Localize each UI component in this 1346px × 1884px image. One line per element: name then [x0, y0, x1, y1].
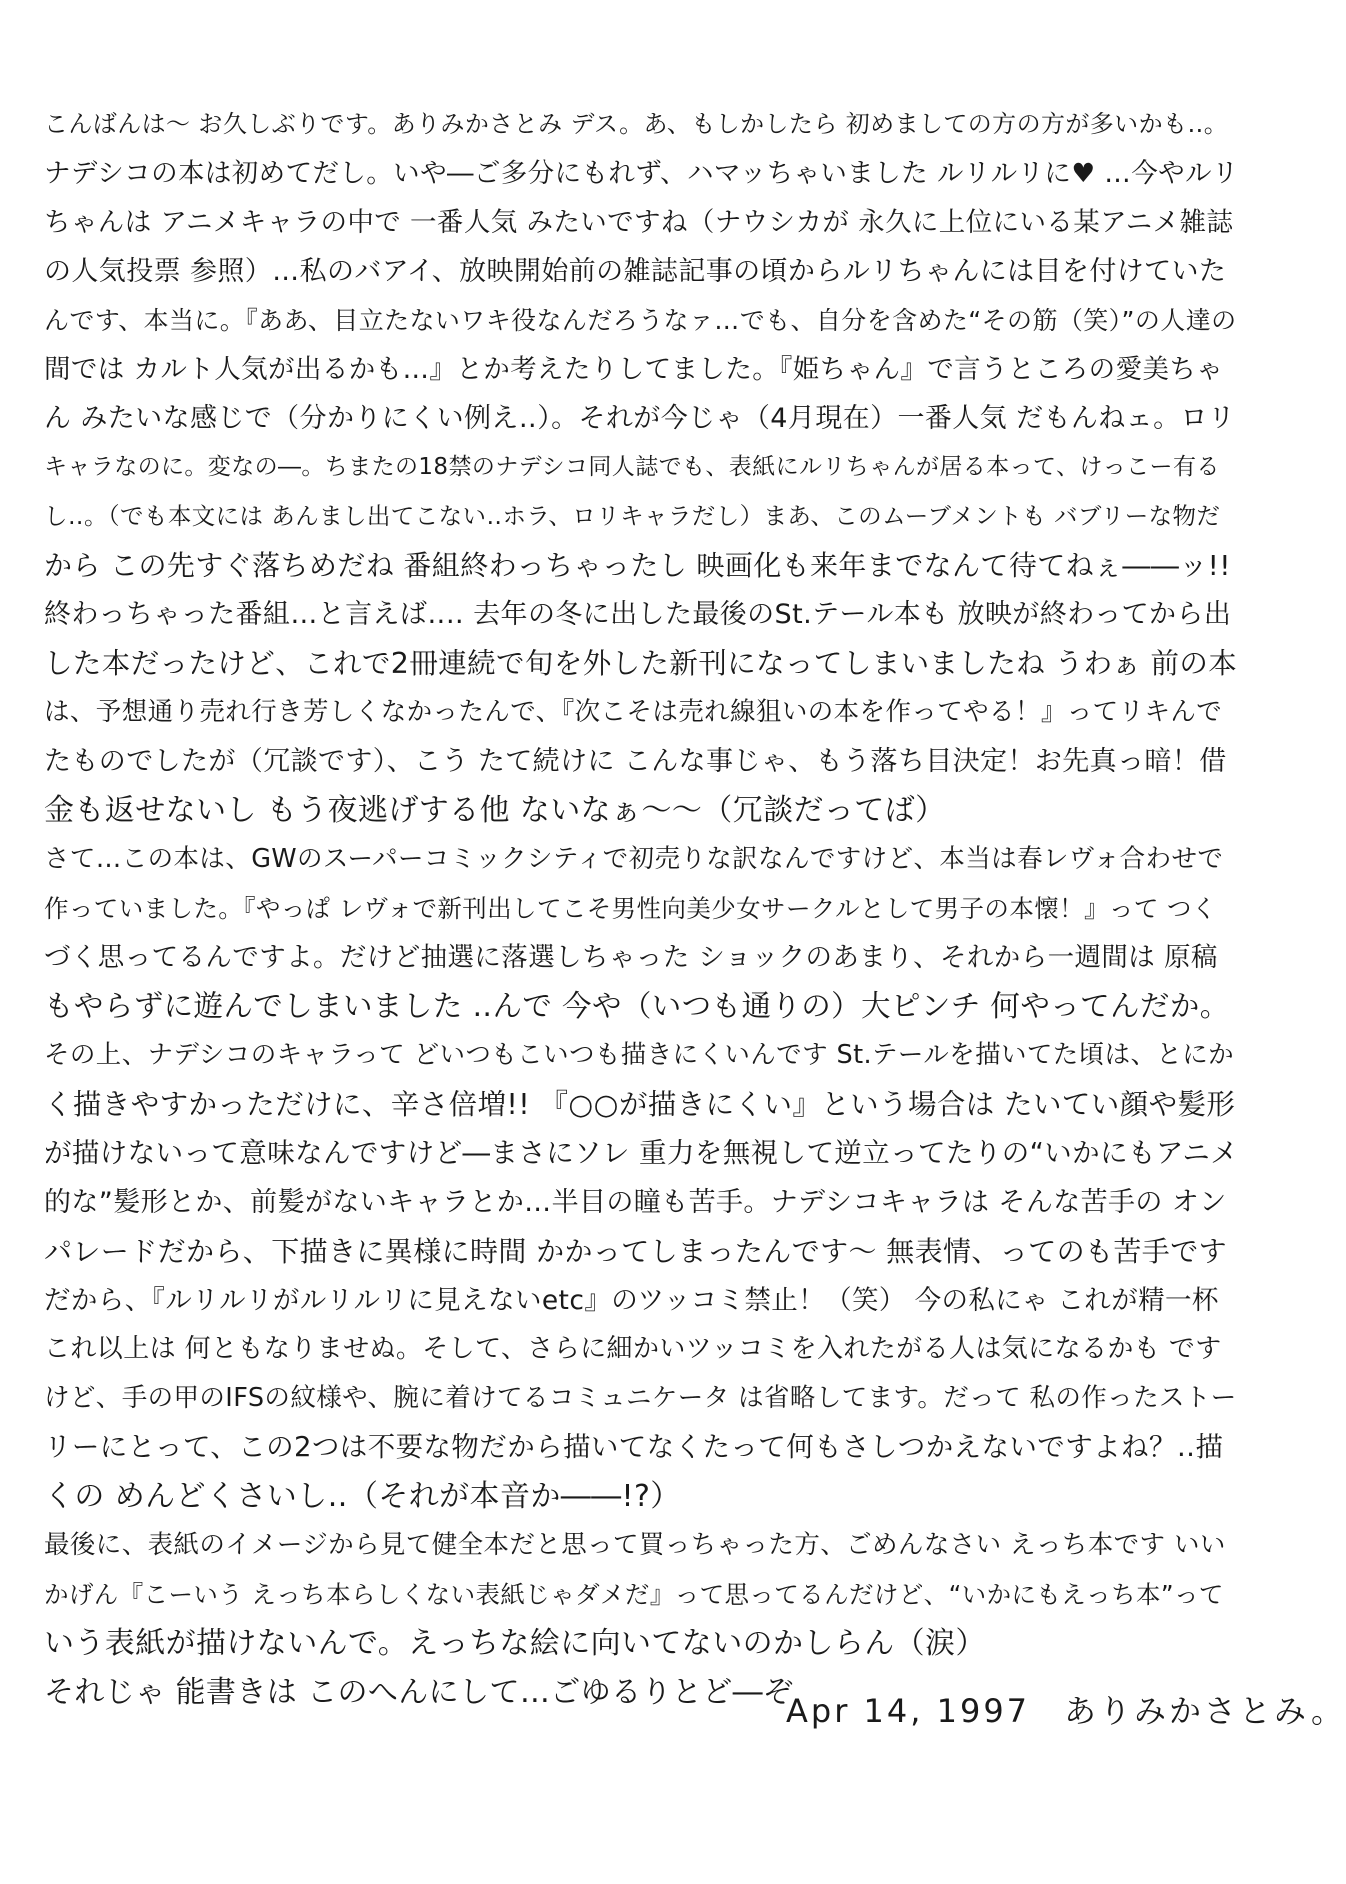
signature-name: ありみかさとみ。	[1064, 1692, 1346, 1730]
letter-line-18: づく思ってるんですよ。だけど抽選に落選しちゃった ショックのあまり、それから一週間は 原稿	[44, 942, 1218, 973]
letter-line-10: から この先すぐ落ちめだね 番組終わっちゃったし 映画化も来年までなんて待てねぇ――ッ!!	[44, 549, 1231, 582]
letter-line-20: その上、ナデシコのキャラって どいつもこいつも描きにくいんです St.テールを描いてた頃は、とにか	[44, 1040, 1235, 1070]
afterword-letter	[44, 100, 1239, 1717]
letter-line-29: くの めんどくさいし‥（それが本音か――!?）	[44, 1479, 681, 1514]
letter-line-26: これ以上は 何ともなりませぬ。そして、さらに細かいツッコミを入れたがる人は気になるかも です	[44, 1334, 1222, 1364]
letter-line-17: 作っていました。『やっぱ レヴォで新刊出してこそ男性向美少女サークルとして男子の本懐！』って つく	[44, 894, 1217, 923]
letter-line-24: パレードだから、下描きに異様に時間 かかってしまったんです～ 無表情、ってのも苦手です	[44, 1235, 1228, 1268]
letter-line-33: それじゃ 能書きは このへんにして…ごゆるりとど―ぞ	[44, 1675, 794, 1710]
letter-line-23: 的な”髪形とか、前髪がないキャラとか…半目の瞳も苦手。ナデシコキャラは そんな苦手の オン	[44, 1187, 1227, 1218]
signature-block	[786, 1683, 1346, 1739]
letter-line-6: 間では カルト人気が出るかも…』とか考えたりしてました。『姫ちゃん』で言うところの愛美ちゃ	[44, 354, 1224, 385]
letter-line-22: が描けないって意味なんですけど―まさにソレ 重力を無視して逆立ってたりの“いかにもアニメ	[44, 1137, 1239, 1169]
letter-line-11: 終わっちゃった番組…と言えば‥‥ 去年の冬に出した最後のSt.テール本も 放映が終わってから出	[44, 599, 1232, 630]
signature-date: Apr 14, 1997	[786, 1692, 1031, 1730]
letter-line-31: かげん『こーいう えっち本らしくない表紙じゃダメだ』って思ってるんだけど、“いかにもえっち本”って	[44, 1580, 1224, 1609]
letter-line-28: リーにとって、この2つは不要な物だから描いてなくたって何もさしつかえないですよね？‥描	[44, 1431, 1224, 1463]
letter-line-15: 金も返せないし もう夜逃げする他 ないなぁ～～（冗談だってば）	[44, 793, 946, 828]
letter-line-8: キャラなのに。変なの―。ちまたの18禁のナデシコ同人誌でも、表紙にルリちゃんが居る本って、けっこー有る	[44, 454, 1220, 480]
letter-line-7: ん みたいな感じで（分かりにくい例え‥）。それが今じゃ（4月現在）一番人気 だもんねェ。ロリ	[44, 403, 1236, 434]
letter-line-16: さて…この本は、GWのスーパーコミックシティで初売りな訳なんですけど、本当は春レヴォ合わせで	[44, 844, 1224, 874]
letter-line-1: こんばんは〜 お久しぶりです。ありみかさとみ デス。あ、もしかしたら 初めましての方の方が多いかも‥。	[44, 110, 1229, 138]
letter-line-25: だから、『ルリルリがルリルリに見えないetc』のツッコミ禁止！（笑） 今の私にゃ これが精一杯	[44, 1285, 1219, 1316]
letter-line-4: の人気投票 参照）…私のバアイ、放映開始前の雑誌記事の頃からルリちゃんには目を付けていた	[44, 256, 1227, 287]
letter-line-19: もやらずに遊んでしまいました ‥んで 今や（いつも通りの）大ピンチ 何やってんだか。	[44, 989, 1230, 1023]
letter-line-30: 最後に、表紙のイメージから見て健全本だと思って買っちゃった方、ごめんなさい えっち本です いい	[44, 1530, 1226, 1560]
letter-line-27: けど、手の甲のIFSの紋様や、腕に着けてるコミュニケータ は省略してます。だって 私の作ったストー	[44, 1383, 1237, 1413]
letter-line-2: ナデシコの本は初めてだし。いや―ご多分にもれず、ハマッちゃいました ルリルリに♥ …今やルリ	[44, 158, 1239, 189]
letter-line-12: した本だったけど、これで2冊連続で旬を外した新刊になってしまいましたね うわぁ 前の本	[44, 647, 1238, 680]
letter-line-13: は、予想通り売れ行き芳しくなかったんで、『次こそは売れ線狙いの本を作ってやる！』ってリキんで	[44, 697, 1223, 727]
letter-line-14: たものでしたが（冗談です）、こう たて続けに こんな事じゃ、もう落ち目決定！お先真っ暗！借	[44, 746, 1227, 777]
letter-line-9: し‥。（でも本文には あんまし出てこない‥ホラ、ロリキャラだし）まあ、このムーブメントも バブリーな物だ	[44, 502, 1221, 530]
letter-line-32: いう表紙が描けないんで。えっちな絵に向いてないのかしらん（涙）	[44, 1626, 986, 1661]
letter-line-21: く描きやすかっただけに、辛さ倍増!! 『○○が描きにくい』という場合は たいてい顔や髪形	[44, 1088, 1236, 1121]
letter-line-3: ちゃんは アニメキャラの中で 一番人気 みたいですね（ナウシカが 永久に上位にいる某アニメ雑誌	[44, 207, 1234, 238]
letter-line-5: んです、本当に。『ああ、目立たないワキ役なんだろうなァ…でも、自分を含めた“その筋（笑）”の人達の	[44, 306, 1237, 335]
